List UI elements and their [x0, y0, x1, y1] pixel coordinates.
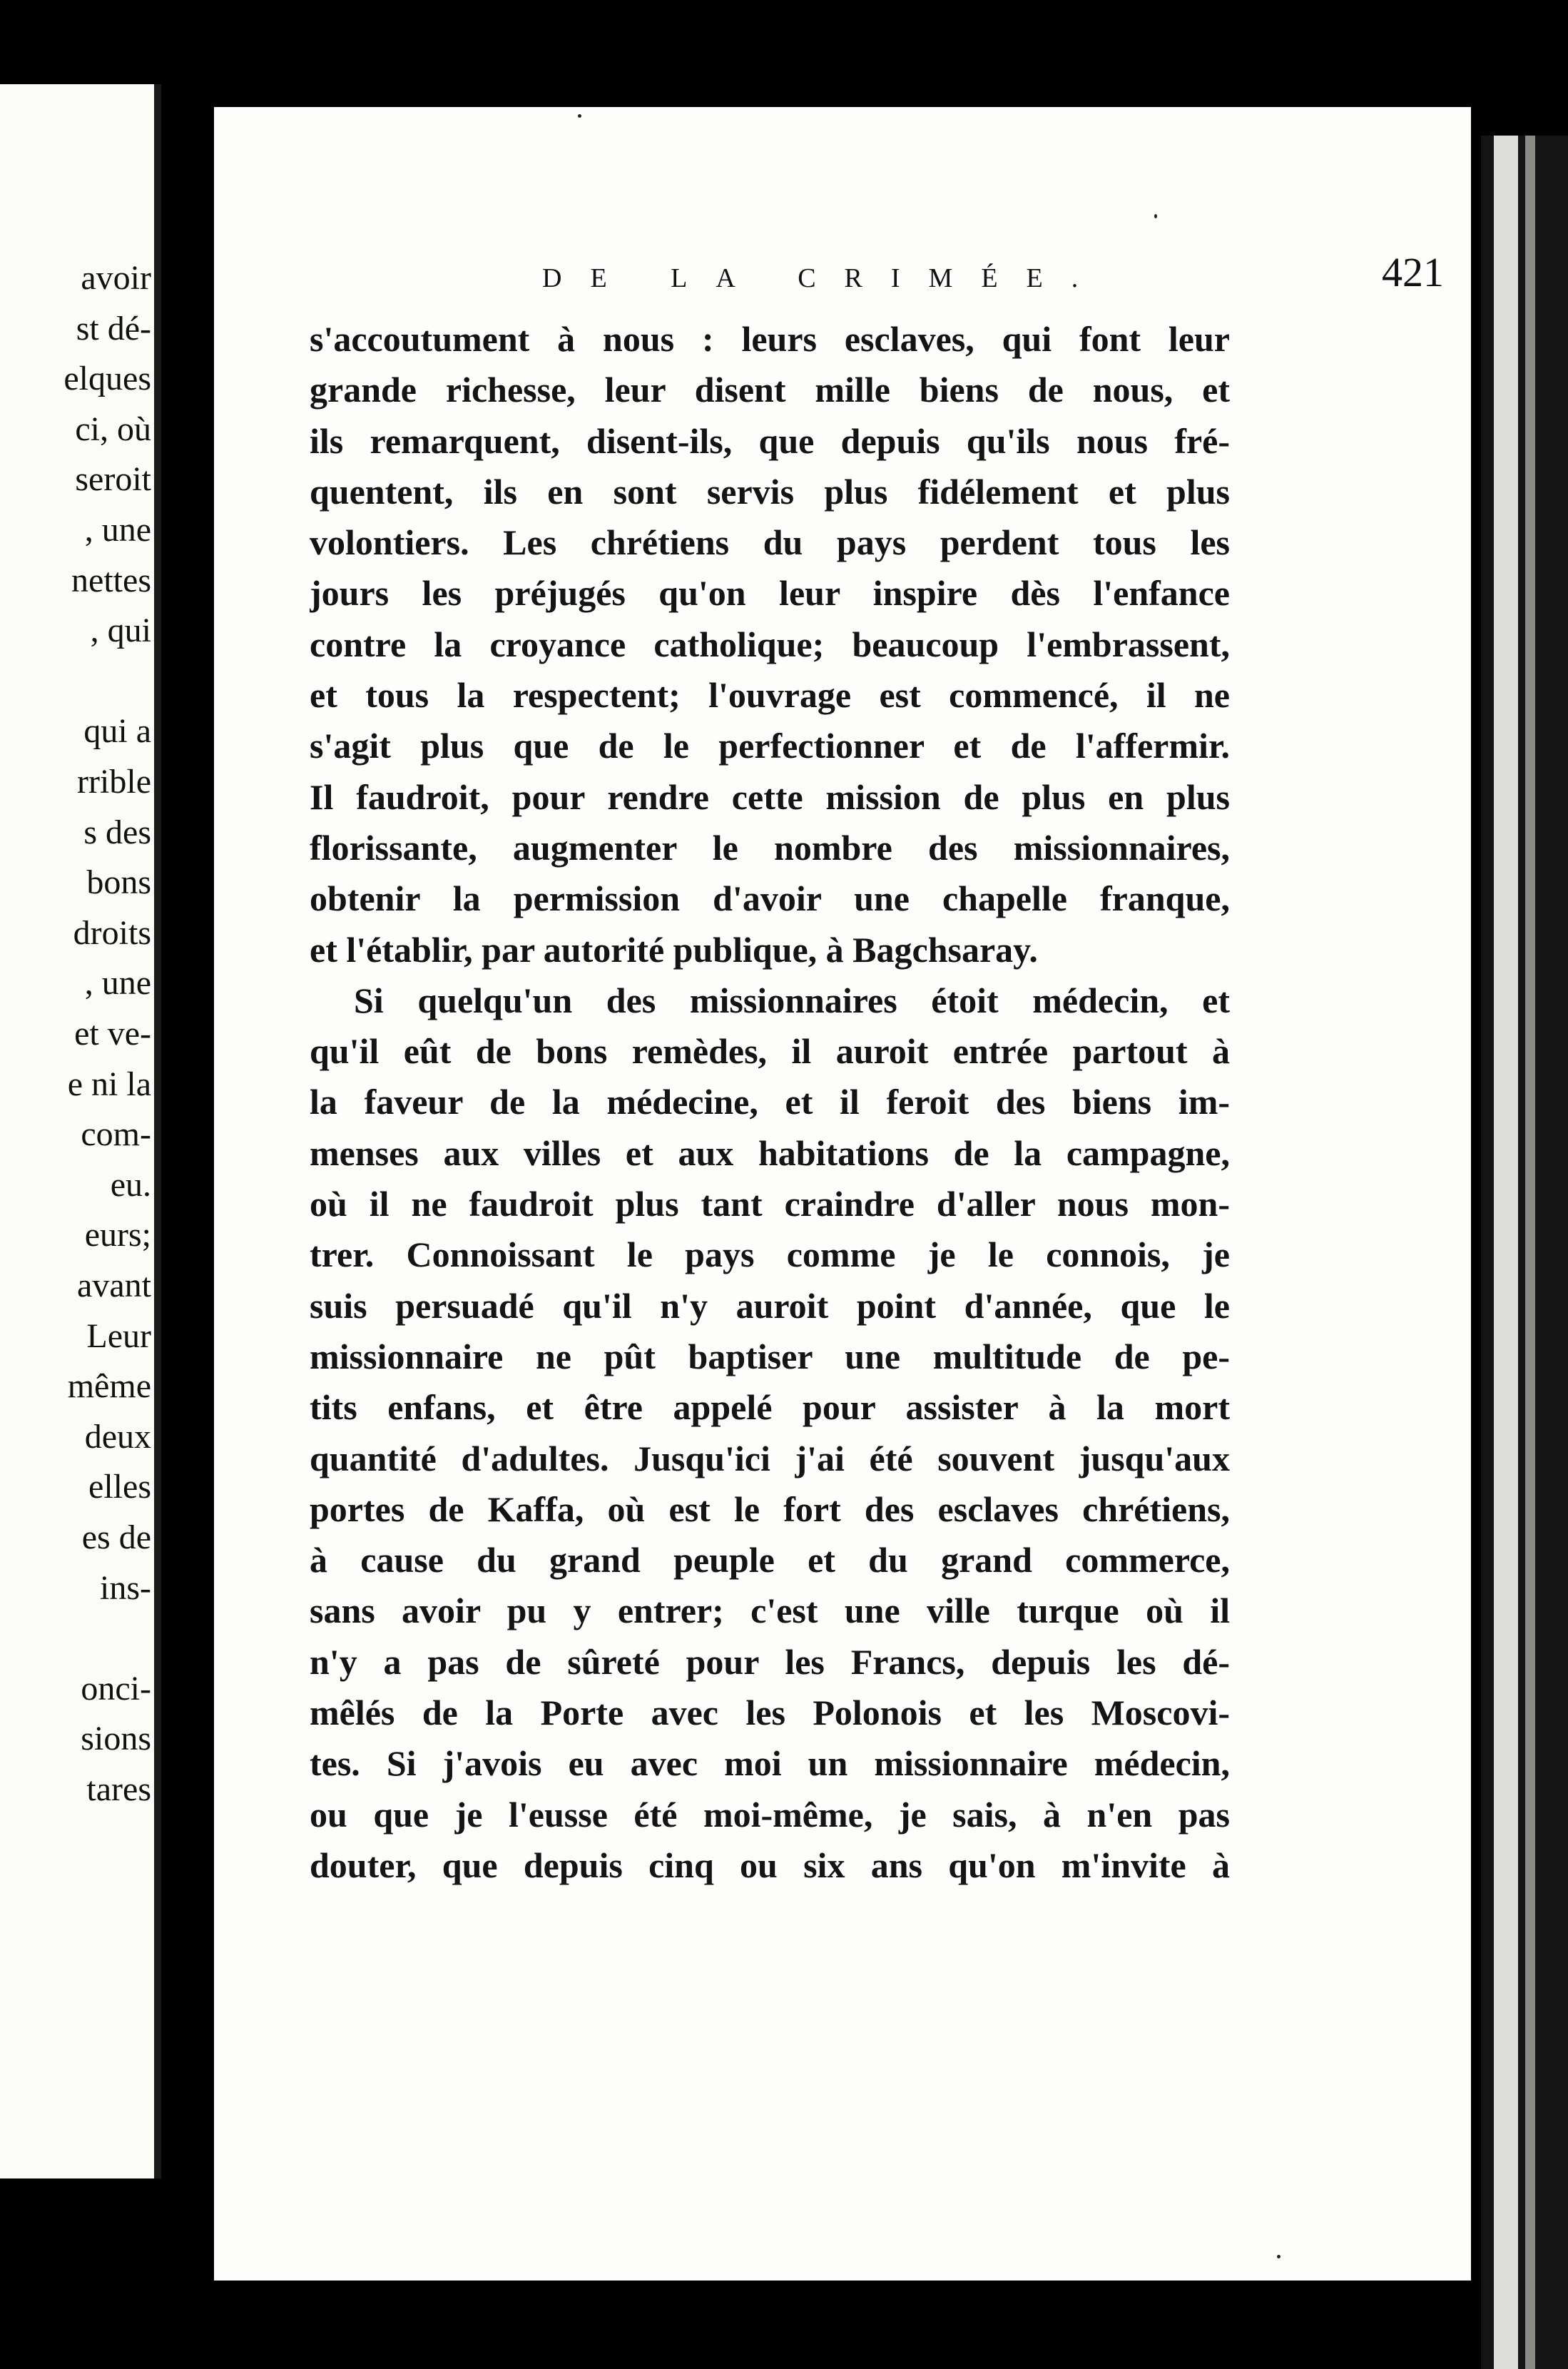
- left-page-line-fragment: rrible: [77, 763, 151, 801]
- left-page-line-fragment: ci, où: [75, 410, 151, 448]
- left-page-line-fragment: tares: [86, 1770, 151, 1808]
- text-line: contre la croyance catholique; beaucoup l'embrassent,: [310, 624, 1230, 664]
- text-line: menses aux villes et aux habitations de la campagne,: [310, 1132, 1230, 1173]
- text-line: sans avoir pu y entrer; c'est une ville turque où il: [310, 1591, 1230, 1631]
- text-line: et l'établir, par autorité publique, à Bagchsaray.: [310, 929, 1038, 970]
- left-page-line-fragment: eurs;: [84, 1216, 151, 1254]
- left-page-line-fragment: onci-: [81, 1669, 151, 1708]
- text-line: qu'il eût de bons remèdes, il auroit entrée partout à: [310, 1031, 1230, 1072]
- left-page-fragment: [0, 84, 161, 2178]
- text-line: jours les préjugés qu'on leur inspire dès l'enfance: [310, 573, 1230, 614]
- ink-speck: [1277, 2255, 1281, 2258]
- ink-speck: [1154, 214, 1157, 218]
- left-page-line-fragment: com-: [81, 1115, 151, 1154]
- text-line: la faveur de la médecine, et il feroit des biens im-: [310, 1082, 1230, 1122]
- book-page: [214, 107, 1471, 2281]
- left-page-line-fragment: nettes: [71, 561, 151, 599]
- left-page-line-fragment: st dé-: [76, 309, 151, 348]
- left-page-line-fragment: seroit: [75, 460, 151, 499]
- text-line: n'y a pas de sûreté pour les Francs, depuis les dé-: [310, 1641, 1230, 1682]
- left-page-line-fragment: , qui: [90, 612, 151, 650]
- page-number: 421: [1382, 249, 1444, 295]
- text-line: ils remarquent, disent-ils, que depuis qu'ils nous fré-: [310, 420, 1230, 461]
- text-line: quentent, ils en sont servis plus fidélement et plus: [310, 471, 1230, 512]
- running-head: DE LA CRIMÉE.: [542, 263, 1107, 293]
- paragraph-first-line: Si quelqu'un des missionnaires étoit médecin, et: [354, 980, 1230, 1020]
- text-line: et tous la respectent; l'ouvrage est commencé, il ne: [310, 675, 1230, 716]
- text-line: ou que je l'eusse été moi-même, je sais, à n'en pas: [310, 1794, 1230, 1835]
- body-text: [310, 314, 1230, 1891]
- text-line: grande richesse, leur disent mille biens de nous, et: [310, 370, 1230, 410]
- book-edge: [1481, 136, 1568, 2369]
- left-page-line-fragment: Leur: [86, 1317, 151, 1355]
- left-page-line-fragment: qui a: [83, 712, 151, 751]
- left-page-line-fragment: sions: [81, 1720, 151, 1758]
- text-line: obtenir la permission d'avoir une chapelle franque,: [310, 878, 1230, 919]
- text-line: missionnaire ne pût baptiser une multitude de pe-: [310, 1336, 1230, 1376]
- text-line: s'accoutument à nous : leurs esclaves, qui font leur: [310, 319, 1230, 359]
- left-page-line-fragment: s des: [83, 813, 151, 851]
- text-line: quantité d'adultes. Jusqu'ici j'ai été souvent jusqu'aux: [310, 1438, 1230, 1478]
- page-edge-stripe: [1494, 136, 1518, 2369]
- left-page-line-fragment: es de: [81, 1518, 151, 1556]
- text-line: s'agit plus que de le perfectionner et de l'affermir.: [310, 726, 1230, 766]
- text-line: suis persuadé qu'il n'y auroit point d'année, que le: [310, 1285, 1230, 1326]
- text-line: portes de Kaffa, où est le fort des esclaves chrétiens,: [310, 1488, 1230, 1529]
- left-page-line-fragment: deux: [84, 1417, 151, 1456]
- left-page-line-fragment: ins-: [100, 1568, 151, 1607]
- text-line: où il ne faudroit plus tant craindre d'aller nous mon-: [310, 1184, 1230, 1224]
- left-page-line-fragment: eu.: [110, 1165, 151, 1204]
- text-line: mêlés de la Porte avec les Polonois et les Moscovi-: [310, 1693, 1230, 1733]
- left-page-line-fragment: avoir: [81, 259, 151, 297]
- text-line: douter, que depuis cinq ou six ans qu'on m'invite à: [310, 1845, 1230, 1885]
- page-edge-shadow: [1525, 136, 1535, 2369]
- text-line: volontiers. Les chrétiens du pays perdent tous les: [310, 522, 1230, 563]
- text-line: florissante, augmenter le nombre des missionnaires,: [310, 827, 1230, 868]
- left-page-line-fragment: avant: [77, 1267, 151, 1304]
- left-page-line-fragment: elques: [63, 360, 151, 398]
- text-line: tits enfans, et être appelé pour assister à la mort: [310, 1387, 1230, 1428]
- left-page-line-fragment: bons: [86, 863, 151, 902]
- left-page-edge: [154, 84, 161, 2178]
- left-page-line-fragment: , une: [84, 964, 151, 1003]
- left-page-line-fragment: e ni la: [67, 1065, 151, 1103]
- left-page-line-fragment: elles: [88, 1468, 151, 1506]
- ink-speck: [578, 114, 581, 118]
- text-line: tes. Si j'avois eu avec moi un missionnaire médecin,: [310, 1743, 1230, 1784]
- left-page-line-fragment: et ve-: [74, 1015, 151, 1052]
- text-line: à cause du grand peuple et du grand commerce,: [310, 1540, 1230, 1581]
- left-page-line-fragment: droits: [73, 913, 151, 952]
- left-page-line-fragment: , une: [84, 511, 151, 549]
- left-page-line-fragment: même: [67, 1367, 151, 1406]
- text-line: Il faudroit, pour rendre cette mission de plus en plus: [310, 776, 1230, 817]
- text-line: trer. Connoissant le pays comme je le connois, je: [310, 1234, 1230, 1275]
